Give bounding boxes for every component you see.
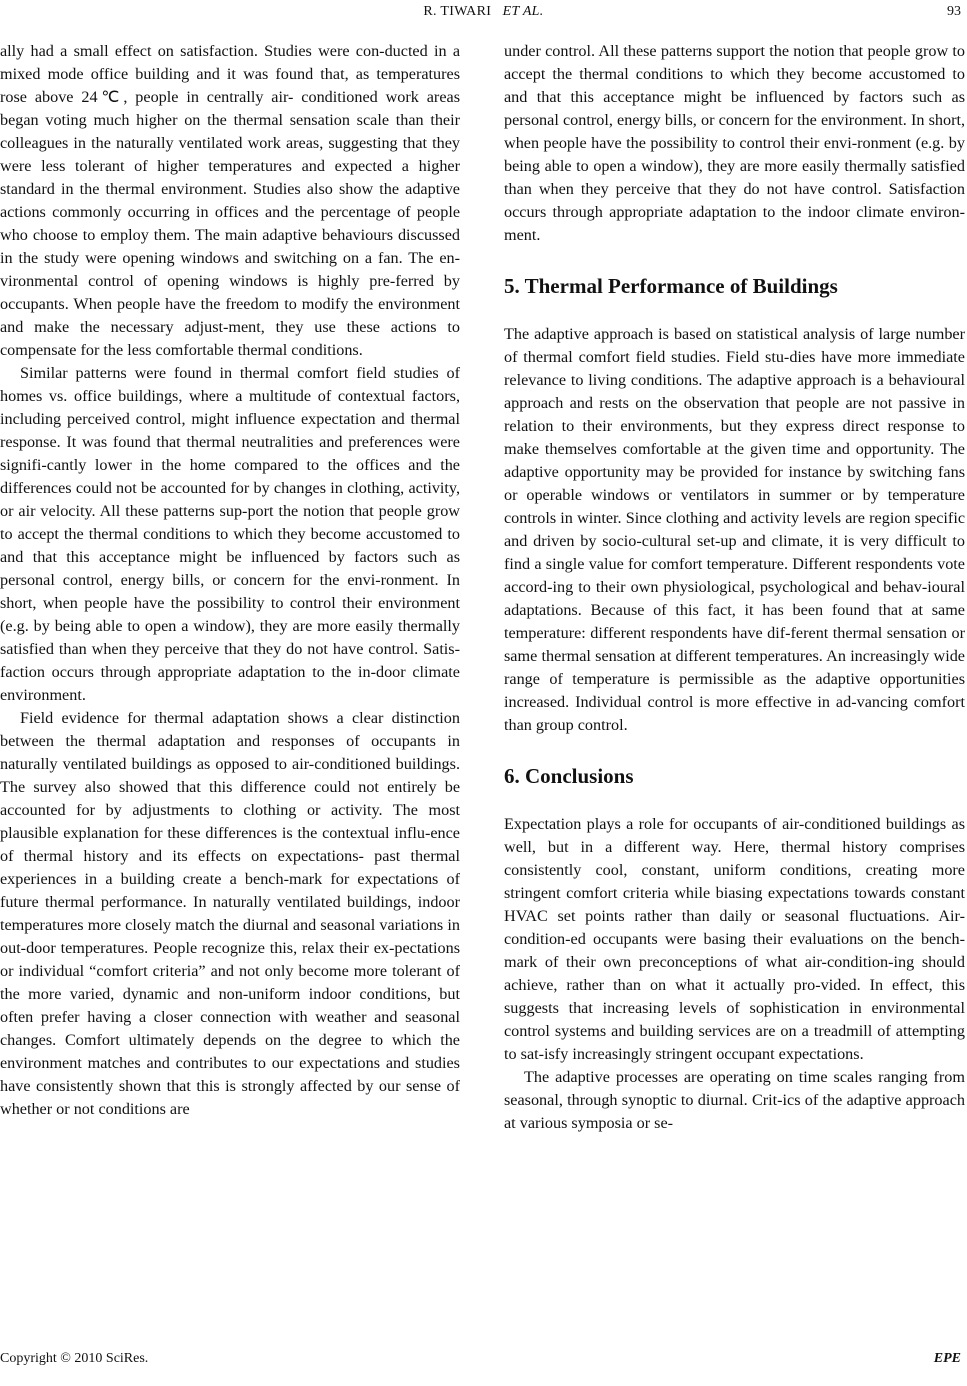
running-head-author xyxy=(0,2,967,22)
paragraph: The adaptive processes are operating on time scales ranging from seasonal, through synoptic to diurnal. Crit-ics of the adaptive approach at various symposia or se- xyxy=(504,1068,965,1132)
author-etal: ET AL. xyxy=(502,4,544,19)
paragraph: The adaptive approach is based on statistical analysis of large number of thermal comfort field studies. Field stu-dies have more immediate relevance to living conditions. The adaptive approach is a behavioural approach and rests on the observation that people are not passive in relation to their environments, but they express direct response to make themselves comfortable at the given time and opportunity. The adaptive opportunity may be provided for instance by switching fans or operable windows or ventilators in summer or by temperature controls in winter. Since clothing and activity levels are region specific and driven by socio-cultural set-up and climate, it is very difficult to find a single value for comfort temperature. Different respondents vote accord-ing to their own physiological, psychological and behav-ioural adaptations. Because of this fact, it has been found that at same temperature: different respondents have dif-ferent thermal sensation or same thermal sensation at different temperatures. An increasingly wide range of temperature is permissible as the adaptive opportunities increased. Individual control is more effective in ad-vancing comfort than group control. xyxy=(504,325,965,734)
journal-abbreviation: EPE xyxy=(933,1351,961,1366)
paragraph: ally had a small effect on satisfaction. Studies were con-ducted in a mixed mode office building and it was found that, as temperatures rose above 24℃, people in centrally air- conditioned work areas began voting much higher on the thermal sensation scale than their colleagues in the naturally ventilated work areas, suggesting that they were less tolerant of higher temperatures and expected a higher standard in the thermal environment. Studies also show the adaptive actions commonly occurring in offices and the percentage of people who choose to employ them. The main adaptive behaviours discussed in the study were opening windows and switching on a fan. The en-vironmental control of opening windows is highly pre-ferred by occupants. When people have the freedom to modify the environment and make the necessary adjust-ment, they use these actions to compensate for the less comfortable thermal conditions. xyxy=(0,42,460,359)
section-heading-6: 6. Conclusions xyxy=(504,764,634,788)
section-heading-5: 5. Thermal Performance of Buildings xyxy=(504,274,838,298)
page-number: 93 xyxy=(947,4,961,19)
paragraph: Expectation plays a role for occupants of air-conditioned buildings as well, but in a different way. Here, thermal history comprises consistently cool, constant, uniform conditions, creating more stringent comfort criteria while biasing expectations towards constant HVAC set points rather than daily or seasonal fluctuations. Air-condition-ed occupants were basing their evaluations on the bench-mark of their own preconceptions of what air-condition-ing should achieve, rather than on what it actually pro-vided. In effect, this suggests that increasing levels of sophistication in environmental control systems and building services are on a treadmill of attempting to sat-isfy increasingly stringent occupant expectations. xyxy=(504,815,965,1063)
copyright-notice: Copyright © 2010 SciRes. xyxy=(0,1351,149,1366)
right-column xyxy=(504,40,965,1135)
paragraph: Similar patterns were found in thermal comfort field studies of homes vs. office buildings, where a multitude of contextual factors, including perceived control, might influence expectation and thermal response. It was found that thermal neutralities and preferences were signifi-cantly lower in the home compared to the offices and the differences could not be accounted for by changes in clothing, activity, or air velocity. All these patterns sup-port the notion that people grow to accept the thermal conditions to which they become accustomed to and that this acceptance might be influenced by factors such as personal control, energy bills, or concern for the envi-ronment. In short, when people have the possibility to control their environment (e.g. by being able to open a window), they are more easily thermally satisfied than when they perceive that they do not have control. Satis-faction occurs through appropriate adaptation to the in-door climate environment. xyxy=(0,364,460,704)
page-footer xyxy=(0,1348,967,1370)
author-name: R. TIWARI xyxy=(423,4,492,19)
paragraph: under control. All these patterns support the notion that people grow to accept the thermal conditions to which they become accustomed to and that this acceptance might be influenced by factors such as personal control, energy bills, or concern for the environment. In short, when people have the possibility to control their envi-ronment (e.g. by being able to open a window), they are more easily thermally satisfied than when they perceive that they do not have control. Satisfaction occurs through appropriate adaptation to the indoor climate environ-ment. xyxy=(504,42,965,244)
paragraph: Field evidence for thermal adaptation shows a clear distinction between the thermal adaptation and responses of occupants in naturally ventilated buildings as opposed to air-conditioned buildings. The survey also showed that this difference could not entirely be accounted for by adjustments to clothing or activity. The most plausible explanation for these differences is the contextual influ-ence of thermal history and its effects on expectations- past thermal experiences in a building create a bench-mark for expectations of future thermal performance. In naturally ventilated buildings, indoor temperatures more closely match the diurnal and seasonal variations in out-door temperatures. People recognize this, relax their ex-pectations or individual “comfort criteria” and not only become more tolerant of the more varied, dynamic and non-uniform indoor conditions, but often prefer having a closer connection with weather and seasonal changes. Comfort ultimately depends on the degree to which the environment matches and contributes to our expectations and studies have consistently shown that this is strongly affected by our sense of whether or not conditions are xyxy=(0,709,460,1118)
running-head xyxy=(0,2,967,22)
left-column xyxy=(0,40,460,1121)
